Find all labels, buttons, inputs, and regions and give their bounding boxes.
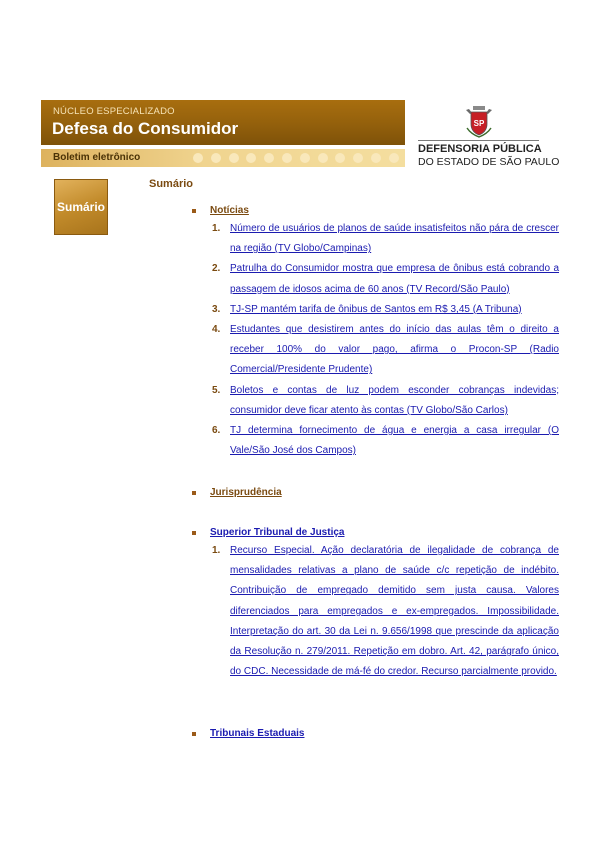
news-link[interactable]: Estudantes que desistirem antes do início das aulas têm o direito a receber 100% do valor pago, afirma o Procon-SP (Radio Comercial/Presidente Prudente) bbox=[230, 324, 559, 376]
list-item bbox=[212, 421, 559, 461]
item-number: 3. bbox=[212, 303, 221, 315]
section-link-noticias[interactable]: Notícias bbox=[210, 205, 249, 216]
stj-list bbox=[212, 541, 559, 682]
section-link-tribunais-estaduais[interactable]: Tribunais Estaduais bbox=[210, 728, 305, 739]
news-link[interactable]: TJ determina fornecimento de água e energia a casa irregular (O Vale/São José dos Campos) bbox=[230, 425, 559, 457]
item-number: 5. bbox=[212, 384, 221, 396]
list-item bbox=[212, 259, 559, 299]
list-item bbox=[212, 381, 559, 421]
header-subtitle: Boletim eletrônico bbox=[53, 152, 141, 163]
item-number: 1. bbox=[212, 545, 221, 556]
section-link-stj[interactable]: Superior Tribunal de Justiça bbox=[210, 527, 345, 538]
logo-divider bbox=[418, 140, 539, 141]
bullet-icon bbox=[192, 531, 196, 535]
header-title: Defesa do Consumidor bbox=[52, 119, 239, 138]
list-item bbox=[212, 320, 559, 381]
news-link[interactable]: TJ-SP mantém tarifa de ônibus de Santos em R$ 3,45 (A Tribuna) bbox=[230, 303, 522, 315]
decorative-dots bbox=[193, 153, 399, 163]
summary-box bbox=[54, 179, 108, 235]
defensoria-logo bbox=[418, 104, 558, 168]
crest-text: SP bbox=[473, 119, 485, 128]
item-number: 6. bbox=[212, 425, 221, 437]
news-link[interactable]: Boletos e contas de luz podem esconder cobranças indevidas; consumidor deve ficar atento às contas (TV Globo/São Carlos) bbox=[230, 384, 559, 416]
header-kicker: NÚCLEO ESPECIALIZADO bbox=[53, 106, 175, 117]
header-banner bbox=[41, 100, 405, 145]
list-item bbox=[212, 300, 559, 320]
header-subtitle-strip bbox=[41, 149, 405, 167]
summary-heading: Sumário bbox=[149, 178, 194, 190]
news-link[interactable]: Patrulha do Consumidor mostra que empresa de ônibus está cobrando a passagem de idosos acima de 60 anos (TV Record/São Paulo) bbox=[230, 263, 559, 295]
logo-line-1: DEFENSORIA PÚBLICA bbox=[418, 143, 542, 155]
summary-box-label: Sumário bbox=[56, 200, 105, 214]
item-number: 4. bbox=[212, 324, 221, 336]
item-number: 2. bbox=[212, 263, 221, 275]
bullet-icon bbox=[192, 732, 196, 736]
noticias-list bbox=[212, 219, 559, 461]
list-item bbox=[212, 541, 559, 682]
case-link[interactable]: Recurso Especial. Ação declaratória de ilegalidade de cobrança de mensalidades relativas a plano de saúde c/c repetição de indébito. Contribuição de empregado demitido sem justa causa. Valores diferenciados para empregados e ex-empregados. Impossibilidade. Interpretação do art. 30 da Lei n. 9.656/1998 que prescinde da aplicação da Resolução n. 279/2011. Repetição em dobro. Art. 42, parágrafo único, do CDC. Necessidade de má-fé do credor. Recurso parcialmente provido. bbox=[230, 545, 559, 678]
item-number: 1. bbox=[212, 223, 221, 234]
list-item bbox=[212, 219, 559, 259]
bullet-icon bbox=[192, 491, 196, 495]
logo-line-2: DO ESTADO DE SÃO PAULO bbox=[418, 156, 560, 168]
bullet-icon bbox=[192, 209, 196, 213]
news-link[interactable]: Número de usuários de planos de saúde insatisfeitos não pára de crescer na região (TV Globo/Campinas) bbox=[230, 223, 559, 255]
coat-of-arms-icon bbox=[462, 104, 496, 138]
section-link-jurisprudencia[interactable]: Jurisprudência bbox=[210, 487, 282, 498]
